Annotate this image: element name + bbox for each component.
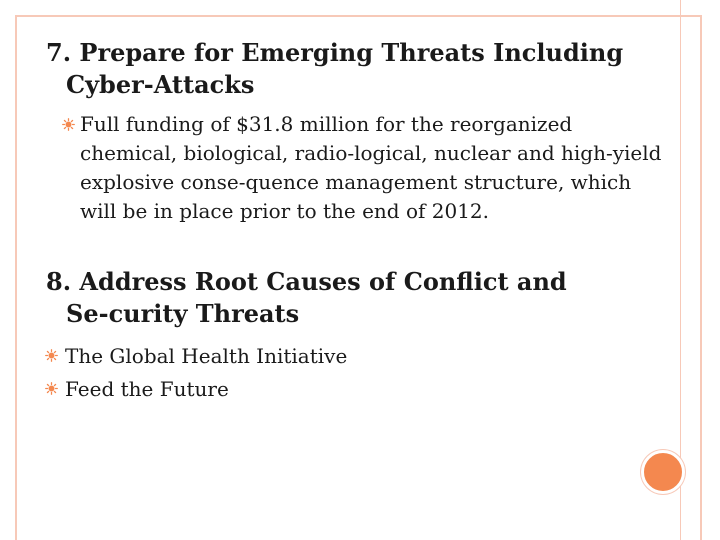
bullet-text: The Global Health Initiative [65,344,348,368]
section-7-heading [46,37,676,101]
list-item [62,110,662,226]
section-8-title-line1: 8. Address Root Causes of Conflict and [46,267,567,296]
section-7-bullet-list [62,110,662,226]
orange-circle-icon [641,450,685,494]
list-item [45,373,645,406]
section-7-title-line2: Cyber-Attacks [66,70,255,99]
section-8-bullet-list [45,340,645,406]
bullet-text: Feed the Future [65,377,229,401]
sun-bullet-icon [45,382,58,395]
bullet-text: Full funding of $31.8 million for the reorganized chemical, biological, radio-logical, nuclear and high-yield explosive conse-quence management structure, which will be in place prior to the end of 2012. [80,112,662,223]
section-8-title-line2: Se-curity Threats [66,299,300,328]
section-8-heading [46,266,676,330]
sun-bullet-icon [45,349,58,362]
list-item [45,340,645,373]
section-7-title-line1: 7. Prepare for Emerging Threats Including [46,38,624,67]
sun-bullet-icon [62,118,75,131]
